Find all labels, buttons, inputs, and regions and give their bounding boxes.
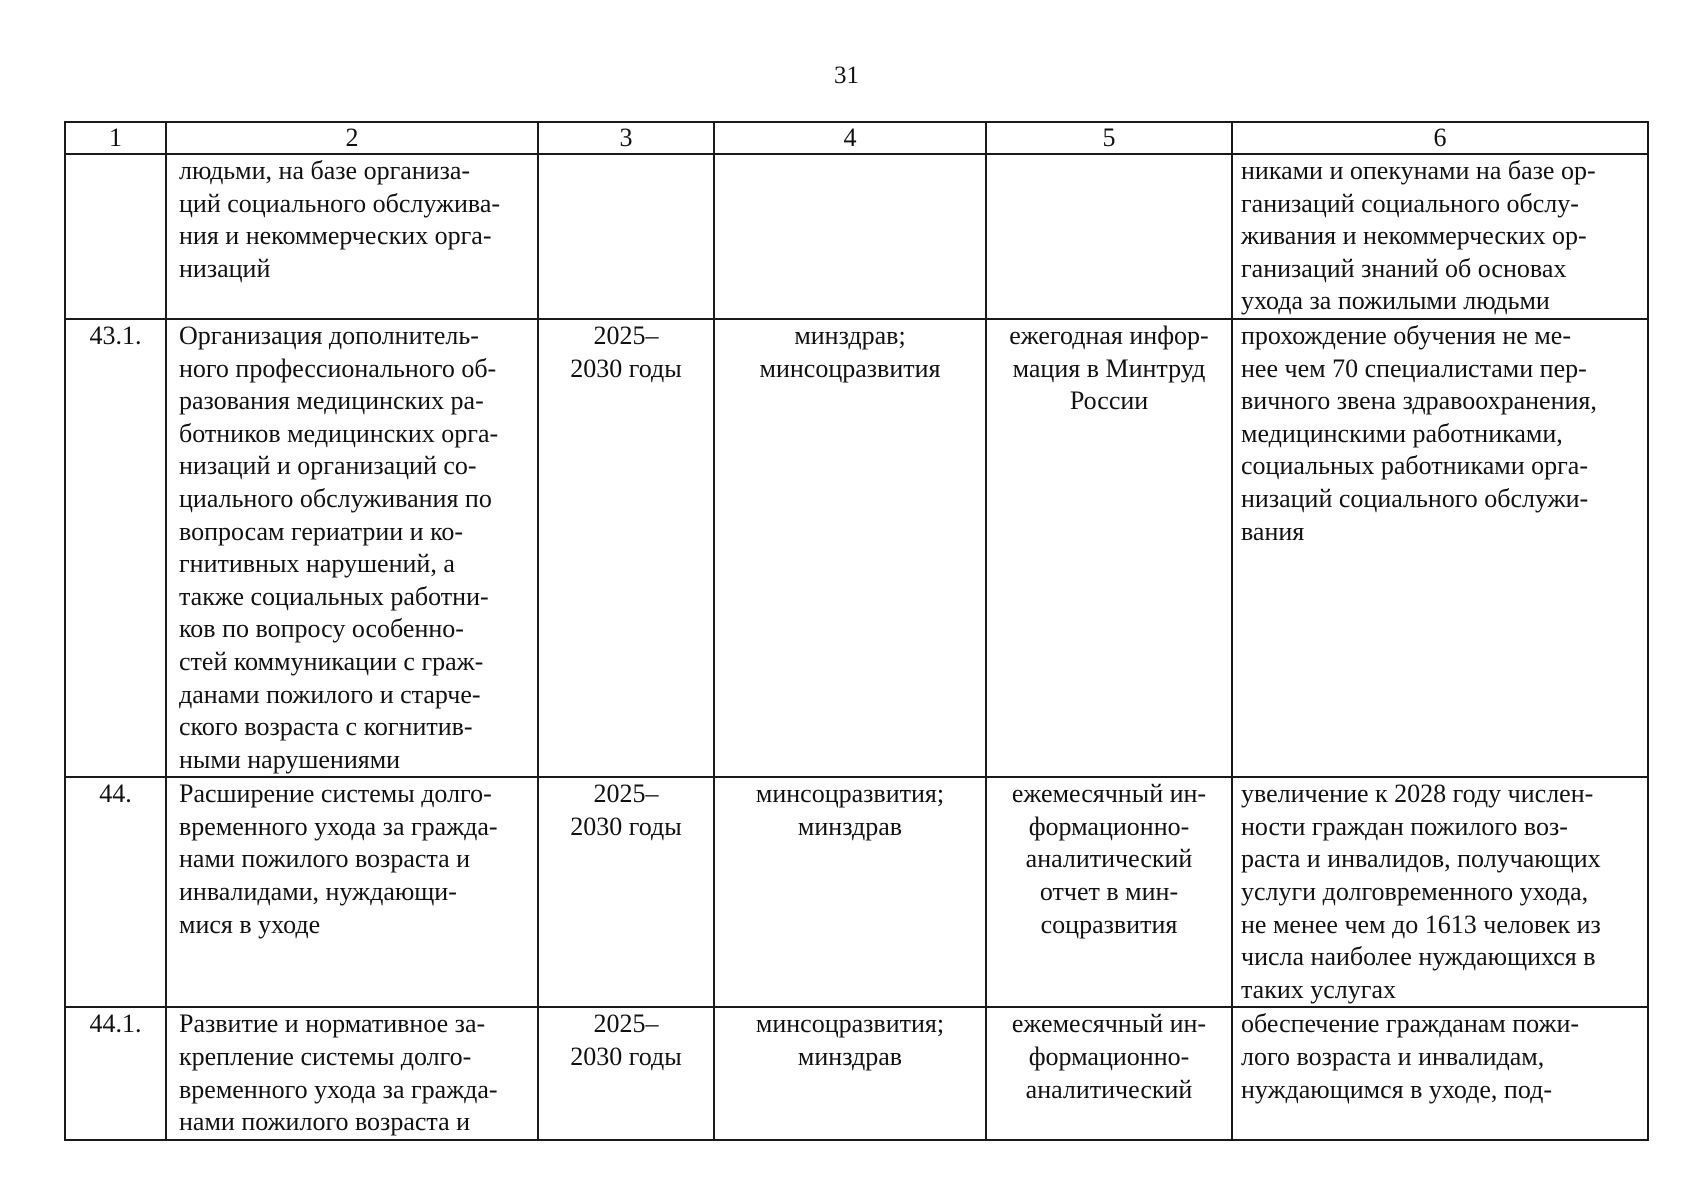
cell-text-line: услуги долговременного ухода,	[1241, 877, 1589, 907]
cell-text-line: России	[1069, 386, 1149, 416]
cell-text-line: вания	[1241, 516, 1305, 546]
measures-table	[64, 121, 1649, 1141]
cell-text-line: 44.	[99, 779, 132, 809]
cell-text-line: ежегодная инфор-	[1009, 320, 1209, 350]
item-number-cell	[65, 319, 166, 777]
cell-text-line: 43.1.	[89, 320, 142, 350]
cell-text-line: инвалидами, нуждающи-	[179, 877, 457, 907]
cell-text-line: соцразвития	[1040, 909, 1178, 939]
period-cell	[538, 319, 714, 777]
cell-text-line: временного ухода за гражда-	[179, 1074, 498, 1104]
cell-text-line: ботников медицинских орга-	[179, 418, 499, 448]
page-number: 31	[834, 62, 859, 89]
event-cell	[166, 154, 538, 319]
cell-text-line: нами пожилого возраста и	[179, 1107, 471, 1137]
cell-text-line: циального обслуживания по	[179, 483, 492, 513]
cell-text-line: аналитический	[1025, 844, 1193, 874]
cell-text-line: социальных работниками орга-	[1241, 451, 1588, 481]
executors-cell	[714, 777, 986, 1007]
cell-text-line: ежемесячный ин-	[1011, 779, 1207, 809]
result-cell	[1232, 1007, 1648, 1139]
cell-text-line: разования медицинских ра-	[179, 386, 484, 416]
period-cell	[538, 1007, 714, 1139]
cell-text-line: нуждающимся в уходе, под-	[1241, 1074, 1552, 1104]
cell-text-line: лого возраста и инвалидам,	[1241, 1042, 1545, 1072]
cell-text-line: 2025–	[593, 779, 659, 809]
cell-text-line: Расширение системы долго-	[179, 779, 492, 809]
reporting-cell	[986, 319, 1232, 777]
result-cell	[1232, 154, 1648, 319]
cell-text-line: таких услугах	[1241, 974, 1396, 1004]
reporting-cell	[986, 1007, 1232, 1139]
cell-text-line: 44.1.	[89, 1009, 142, 1039]
table-row	[65, 154, 1648, 319]
cell-text-line: формационно-	[1028, 1042, 1190, 1072]
table-row	[65, 1007, 1648, 1139]
cell-text-line: увеличение к 2028 году числен-	[1241, 779, 1594, 809]
event-cell	[166, 1007, 538, 1139]
cell-text-line: 2025–	[593, 320, 659, 350]
table-row	[65, 777, 1648, 1007]
cell-text-line: медицинскими работниками,	[1241, 418, 1563, 448]
cell-text-line: низаций социального обслужи-	[1241, 483, 1589, 513]
cell-text-line: Развитие и нормативное за-	[179, 1009, 486, 1039]
cell-text-line: минздрав	[797, 811, 903, 841]
cell-text-line: ков по вопросу особенно-	[179, 614, 464, 644]
cell-text-line: минсоцразвития	[759, 353, 941, 383]
reporting-cell	[986, 154, 1232, 319]
cell-text-line: ганизаций социального обслу-	[1241, 188, 1579, 218]
cell-text-line: живания и некоммерческих ор-	[1241, 221, 1587, 251]
cell-text-line: минсоцразвития;	[755, 1009, 945, 1039]
cell-text-line: низаций и организаций со-	[179, 451, 477, 481]
header-row	[65, 122, 1648, 154]
column-header-6: 6	[1232, 122, 1648, 154]
cell-text-line: 2030 годы	[570, 811, 682, 841]
cell-text-line: данами пожилого и старче-	[179, 679, 481, 709]
column-header-5: 5	[986, 122, 1232, 154]
cell-text-line: раста и инвалидов, получающих	[1241, 844, 1601, 874]
cell-text-line: ского возраста с когнитив-	[179, 712, 473, 742]
executors-cell	[714, 154, 986, 319]
cell-text-line: формационно-	[1028, 811, 1190, 841]
column-header-3: 3	[538, 122, 714, 154]
result-cell	[1232, 777, 1648, 1007]
cell-text-line: не менее чем до 1613 человек из	[1241, 909, 1601, 939]
cell-text-line: ежемесячный ин-	[1011, 1009, 1207, 1039]
cell-text-line: нее чем 70 специалистами пер-	[1241, 353, 1587, 383]
cell-text-line: гнитивных нарушений, а	[179, 549, 455, 579]
cell-text-line: 2025–	[593, 1009, 659, 1039]
cell-text-line: минсоцразвития;	[755, 779, 945, 809]
table-row	[65, 319, 1648, 777]
cell-text-line: временного ухода за гражда-	[179, 811, 498, 841]
item-number-cell	[65, 777, 166, 1007]
cell-text-line: низаций	[179, 253, 271, 283]
cell-text-line: ного профессионального об-	[179, 353, 497, 383]
cell-text-line: ния и некоммерческих орга-	[179, 221, 492, 251]
cell-text-line: ухода за пожилыми людьми	[1241, 286, 1550, 316]
column-header-1: 1	[65, 122, 166, 154]
cell-text-line: ными нарушениями	[179, 744, 401, 774]
executors-cell	[714, 1007, 986, 1139]
cell-text-line: никами и опекунами на базе ор-	[1241, 156, 1596, 185]
item-number-cell	[65, 154, 166, 319]
cell-text-line: вопросам гериатрии и ко-	[179, 516, 464, 546]
cell-text-line: 2030 годы	[570, 353, 682, 383]
event-cell	[166, 777, 538, 1007]
cell-text-line: обеспечение гражданам пожи-	[1241, 1009, 1580, 1039]
cell-text-line: минздрав	[797, 1042, 903, 1072]
cell-text-line: ций социального обслужива-	[179, 188, 501, 218]
cell-text-line: мация в Минтруд	[1012, 353, 1206, 383]
cell-text-line: ности граждан пожилого воз-	[1241, 811, 1568, 841]
column-header-2: 2	[166, 122, 538, 154]
column-header-4: 4	[714, 122, 986, 154]
cell-text-line: вичного звена здравоохранения,	[1241, 386, 1597, 416]
cell-text-line: стей коммуникации с граж-	[179, 646, 484, 676]
cell-text-line: отчет в мин-	[1039, 877, 1179, 907]
period-cell	[538, 154, 714, 319]
cell-text-line: прохождение обучения не ме-	[1241, 320, 1571, 350]
cell-text-line: ганизаций знаний об основах	[1241, 253, 1567, 283]
cell-text-line: Организация дополнитель-	[179, 320, 479, 350]
cell-text-line: 2030 годы	[570, 1042, 682, 1072]
cell-text-line: также социальных работни-	[179, 581, 489, 611]
cell-text-line: аналитический	[1025, 1074, 1193, 1104]
executors-cell	[714, 319, 986, 777]
reporting-cell	[986, 777, 1232, 1007]
result-cell	[1232, 319, 1648, 777]
event-cell	[166, 319, 538, 777]
cell-text-line: минздрав;	[794, 320, 906, 350]
cell-text-line: нами пожилого возраста и	[179, 844, 471, 874]
item-number-cell	[65, 1007, 166, 1139]
cell-text-line: крепление системы долго-	[179, 1042, 472, 1072]
period-cell	[538, 777, 714, 1007]
cell-text-line: мися в уходе	[179, 909, 321, 939]
cell-text-line: числа наиболее нуждающихся в	[1241, 942, 1596, 972]
cell-text-line: людьми, на базе организа-	[179, 156, 471, 185]
